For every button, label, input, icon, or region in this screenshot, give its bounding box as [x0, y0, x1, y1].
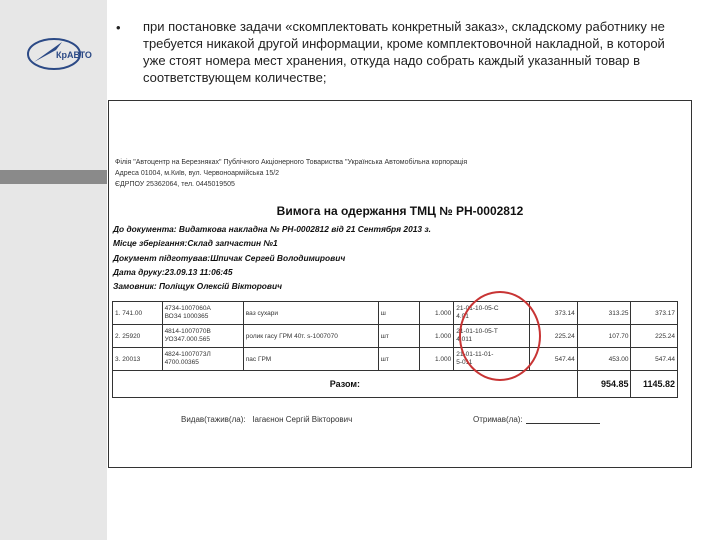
- part-code: 4734-1007060А ВОЗ4 1000365: [162, 302, 243, 325]
- part-code: 4824-1007073Л 4700.00365: [162, 348, 243, 371]
- organization-header: [115, 157, 467, 190]
- table-row: [113, 325, 678, 348]
- meta-prepared-by: Документ підготував:Шпичак Сергей Володимирович: [113, 252, 346, 263]
- sidebar-panel: [0, 0, 107, 540]
- total: 225.24: [631, 325, 678, 348]
- meta-print-date: Дата друку:23.09.13 11:06:45: [113, 266, 233, 277]
- logo-text: КрАВТО: [56, 50, 92, 60]
- table-row: [113, 302, 678, 325]
- issued-by: [181, 415, 352, 424]
- unit: ш: [378, 302, 419, 325]
- part-name: ваз сухари: [243, 302, 378, 325]
- bullet-marker: •: [116, 20, 121, 35]
- meta-customer: Замовник: Поліщук Олексій Вікторович: [113, 281, 282, 292]
- issued-label: Видав(тажив(ла):: [181, 415, 246, 424]
- highlight-circle: [459, 291, 541, 381]
- total: 373.17: [631, 302, 678, 325]
- price: 547.44: [530, 348, 578, 371]
- document-meta: [113, 222, 431, 293]
- sidebar-band: [0, 170, 107, 184]
- row-number: 1. 741.00: [113, 302, 163, 325]
- storage-place: 21-01-10-05-Т 4.011: [454, 325, 530, 348]
- storage-place: 21-01-10-05-С 4.01: [454, 302, 530, 325]
- sum: 313.25: [577, 302, 631, 325]
- part-code: 4814-1007070В УОЗ47.000.565: [162, 325, 243, 348]
- sum: 453.00: [577, 348, 631, 371]
- items-table: [112, 301, 678, 398]
- quantity: 1.000: [420, 302, 454, 325]
- total-label: Разом:: [113, 371, 578, 398]
- part-name: пас ГРМ: [243, 348, 378, 371]
- part-name: ролик гасу ГРМ 40т. s-1007070: [243, 325, 378, 348]
- unit: шт: [378, 348, 419, 371]
- sum: 107.70: [577, 325, 631, 348]
- meta-storage: Місце зберігання:Склад запчастин №1: [113, 238, 278, 249]
- unit: шт: [378, 325, 419, 348]
- meta-reference: До документа: Видаткова накладна № РН-0002812 від 21 Сентября 2013 з.: [113, 224, 431, 234]
- org-name: Філія "Автоцентр на Березняках" Публічного Акціонерного Товариства "Українська Автомобільна корпорація: [115, 159, 468, 166]
- slide-paragraph: при постановке задачи «скомплектовать конкретный заказ», складскому работнику не требуется никакой другой информации, кроме комплектовочной накладной, в которой уже стоят номера мест хранения, откуда надо собрать каждый указанный товар в соответствующем количестве;: [143, 19, 665, 85]
- received-by: [473, 415, 600, 424]
- org-address: Адреса 01004, м.Київ, вул. Червоноармійська 15/2: [115, 170, 280, 177]
- total-row: [113, 371, 678, 398]
- price: 373.14: [530, 302, 578, 325]
- quantity: 1.000: [420, 325, 454, 348]
- company-logo: [26, 36, 92, 72]
- quantity: 1.000: [420, 348, 454, 371]
- storage-place: 21-01-11-01- 5-011: [454, 348, 530, 371]
- total-sum: 954.85: [577, 371, 631, 398]
- signature-line: [526, 415, 600, 424]
- document-title: Вимога на одержання ТМЦ № РН-0002812: [276, 204, 524, 218]
- requisition-document: [108, 100, 692, 468]
- table-row: [113, 348, 678, 371]
- total: 547.44: [631, 348, 678, 371]
- row-number: 3. 20013: [113, 348, 163, 371]
- total-amount: 1145.82: [631, 371, 678, 398]
- price: 225.24: [530, 325, 578, 348]
- row-number: 2. 25920: [113, 325, 163, 348]
- issued-name: Іагаєнон Сергій Вікторович: [252, 415, 353, 424]
- received-label: Отримав(ла):: [473, 415, 523, 424]
- org-registry: ЄДРПОУ 25362064, тел. 0445019505: [115, 181, 235, 188]
